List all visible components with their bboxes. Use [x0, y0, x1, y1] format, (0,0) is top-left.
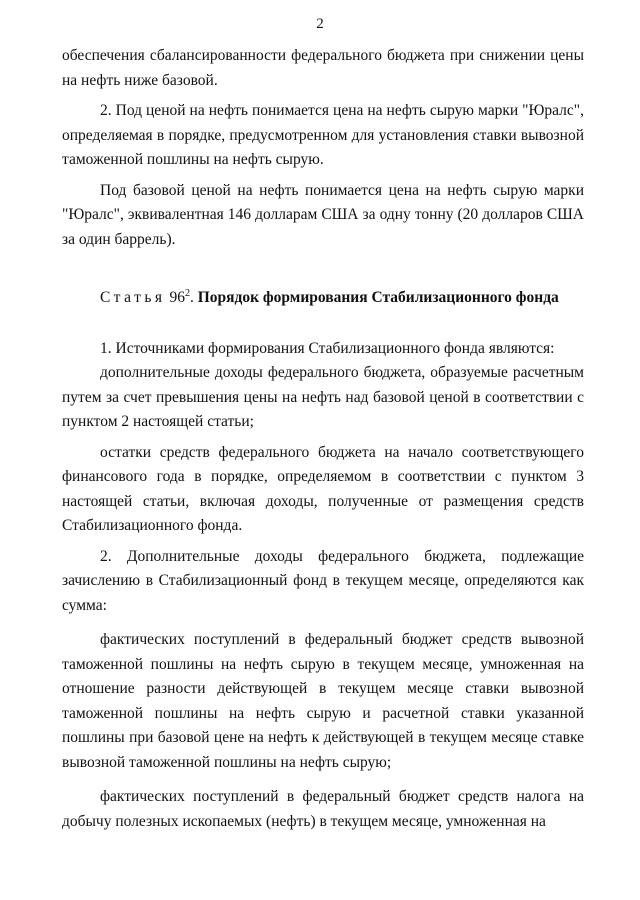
paragraph-sources: 1. Источниками формирования Стабилизационного фонда являются: [100, 339, 555, 357]
paragraph-export-duty-receipts: фактических поступлений в федеральный бюджет средств вывозной таможенной пошлины на нефть сырую в текущем месяце, умноженная на отношение разности действующей в текущем месяце ставки вывозной таможенной пошлины на нефть сырую и расчетной ставки указанной пошлины при базовой цене на нефть к действующей в текущем месяце ставке вывозной таможенной пошлины на нефть сырую; [62, 631, 584, 771]
paragraph-price-definition: 2. Под ценой на нефть понимается цена на нефть сырую марки "Юралс", определяемая в порядке, предусмотренном для установления ставки вывозной таможенной пошлины на нефть сырую. [62, 102, 584, 168]
article-title [62, 286, 584, 311]
paragraph-extraction-tax-receipts: фактических поступлений в федеральный бюджет средств налога на добычу полезных ископаемых (нефть) в текущем месяце, умноженная на [62, 788, 584, 830]
article-number: $96^2$. [169, 287, 194, 306]
paragraph-additional-revenues-sum: 2. Дополнительные доходы федерального бюджета, подлежащие зачислению в Стабилизационный фонд в текущем месяце, определяются как сумма: [62, 547, 584, 614]
article-word: Статья [100, 289, 166, 306]
paragraph-additional-revenues: дополнительные доходы федерального бюджета, образуемые расчетным путем за счет превышения цены на нефть над базовой ценой в соответствии с пунктом 2 настоящей статьи; [62, 364, 584, 430]
article-heading: Порядок формирования Стабилизационного фонда [197, 289, 559, 306]
document-body [62, 44, 584, 834]
paragraph-base-price-definition: Под базовой ценой на нефть понимается цена на нефть сырую марки "Юралс", эквивалентная 146 долларам США за одну тонну (20 долларов США за один баррель). [62, 181, 584, 248]
paragraph-budget-balances: остатки средств федерального бюджета на начало соответствующего финансового года в порядке, определяемом в соответствии с пунктом 3 настоящей статьи, включая доходы, полученные от размещения средств Стабилизационного фонда. [62, 443, 584, 534]
page-number: 2 [316, 16, 324, 32]
paragraph-continuation: обеспечения сбалансированности федерального бюджета при снижении цены на нефть ниже базовой. [62, 47, 584, 89]
article-number-superscript: 2 [184, 287, 190, 299]
article-number-main: 96 [169, 289, 185, 306]
